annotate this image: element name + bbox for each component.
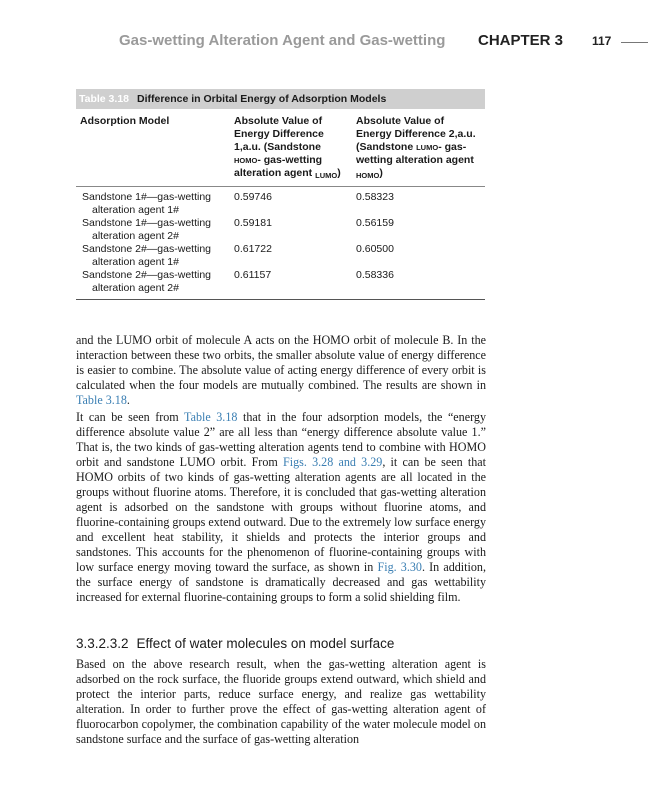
column-header-diff1: Absolute Value of Energy Difference 1,a.u. (Sandstone HOMO- gas-wetting alteration agent $_{LUMO}$) — [230, 109, 352, 187]
cell-diff2: 0.58323 — [356, 191, 394, 203]
table-number: Table 3.18 — [79, 93, 129, 105]
cell-model: Sandstone 2#—gas-wetting alteration agent 1# — [82, 243, 211, 268]
table-header-row — [76, 109, 485, 187]
section-heading — [76, 636, 486, 651]
cell-diff2: 0.56159 — [356, 217, 394, 229]
data-table — [76, 109, 485, 300]
running-title: Gas-wetting Alteration Agent and Gas-wetting — [119, 32, 446, 49]
cell-diff2: 0.60500 — [356, 243, 394, 255]
section-number: 3.3.2.3.2 — [76, 636, 129, 651]
table-caption — [76, 89, 485, 109]
paragraph-analysis: It can be seen from Table 3.18 that in the four adsorption models, the “energy difference absolute value 2” are all less than “energy difference absolute value 1.” That is, the two kinds of gas-wetting alteration agents tend to combine with HOMO orbit and sandstone LUMO orbit. From Figs. 3.28 and 3.29, it can be seen that HOMO orbits of two kinds of gas-wetting alteration agents are all located in the groups without fluorine atoms. Therefore, it is concluded that gas-wetting alteration agent is adsorbed on the sandstone with groups without fluorine atoms, and fluorine-containing groups extend outward. Due to the extremely low surface energy and excellent heat stability, it shields and protects the interior groups and sandstones. This accounts for the phenomenon of fluorine-containing groups with low surface energy moving toward the surface, as shown in Fig. 3.30. In addition, the surface energy of sandstone is dramatically decreased and gas wettability increased for external fluorine-containing groups to form a solid shielding film. — [76, 410, 486, 604]
table-row — [76, 269, 485, 300]
cell-model: Sandstone 1#—gas-wetting alteration agent 1# — [82, 191, 211, 216]
cell-diff1: 0.61157 — [230, 269, 352, 300]
section-title: Effect of water molecules on model surface — [136, 636, 395, 651]
table-row — [76, 187, 485, 218]
chapter-label: CHAPTER 3 — [478, 32, 564, 49]
page-number: 117 — [592, 34, 612, 48]
table-row — [76, 243, 485, 269]
table-title: Difference in Orbital Energy of Adsorption Models — [137, 93, 387, 105]
table-row — [76, 217, 485, 243]
column-header-model: Adsorption Model — [76, 109, 230, 187]
cell-diff1: 0.59181 — [234, 217, 272, 229]
column-header-diff2: Absolute Value of Energy Difference 2,a.u. (Sandstone LUMO- gas-wetting alteration agent $_{HOMO}$) — [352, 109, 485, 187]
table-3-18-link[interactable]: Table 3.18 — [76, 393, 127, 407]
cell-diff1: 0.61722 — [234, 243, 272, 255]
paragraph-water-molecules: Based on the above research result, when the gas-wetting alteration agent is adsorbed on the rock surface, the fluoride groups extend outward, which shield and protect the interior parts, reduce surface energy, and realize gas wettability alteration. In order to further prove the effect of gas-wetting alteration agent of fluorocarbon copolymer, the combination capability of the water molecule model on sandstone surface and the surface of gas-wetting alteration — [76, 657, 486, 746]
header-rule — [621, 42, 648, 43]
table-3-18-link[interactable]: Table 3.18 — [184, 410, 238, 424]
cell-diff2: 0.58336 — [352, 269, 485, 300]
running-header — [0, 32, 648, 56]
cell-model: Sandstone 2#—gas-wetting alteration agent 2# — [76, 269, 230, 300]
paragraph-orbit-interaction: and the LUMO orbit of molecule A acts on the HOMO orbit of molecule B. In the interaction between these two orbits, the smaller absolute value of energy difference is easier to combine. The absolute value of acting energy difference of every orbit is calculated when the four models are mutually combined. The results are shown in Table 3.18. — [76, 333, 486, 407]
cell-diff1: 0.59746 — [234, 191, 272, 203]
fig-3-30-link[interactable]: Fig. 3.30 — [377, 560, 422, 574]
orbital-energy-table — [76, 89, 485, 300]
figs-3-28-3-29-link[interactable]: Figs. 3.28 and 3.29 — [283, 455, 383, 469]
cell-model: Sandstone 1#—gas-wetting alteration agent 2# — [82, 217, 211, 242]
